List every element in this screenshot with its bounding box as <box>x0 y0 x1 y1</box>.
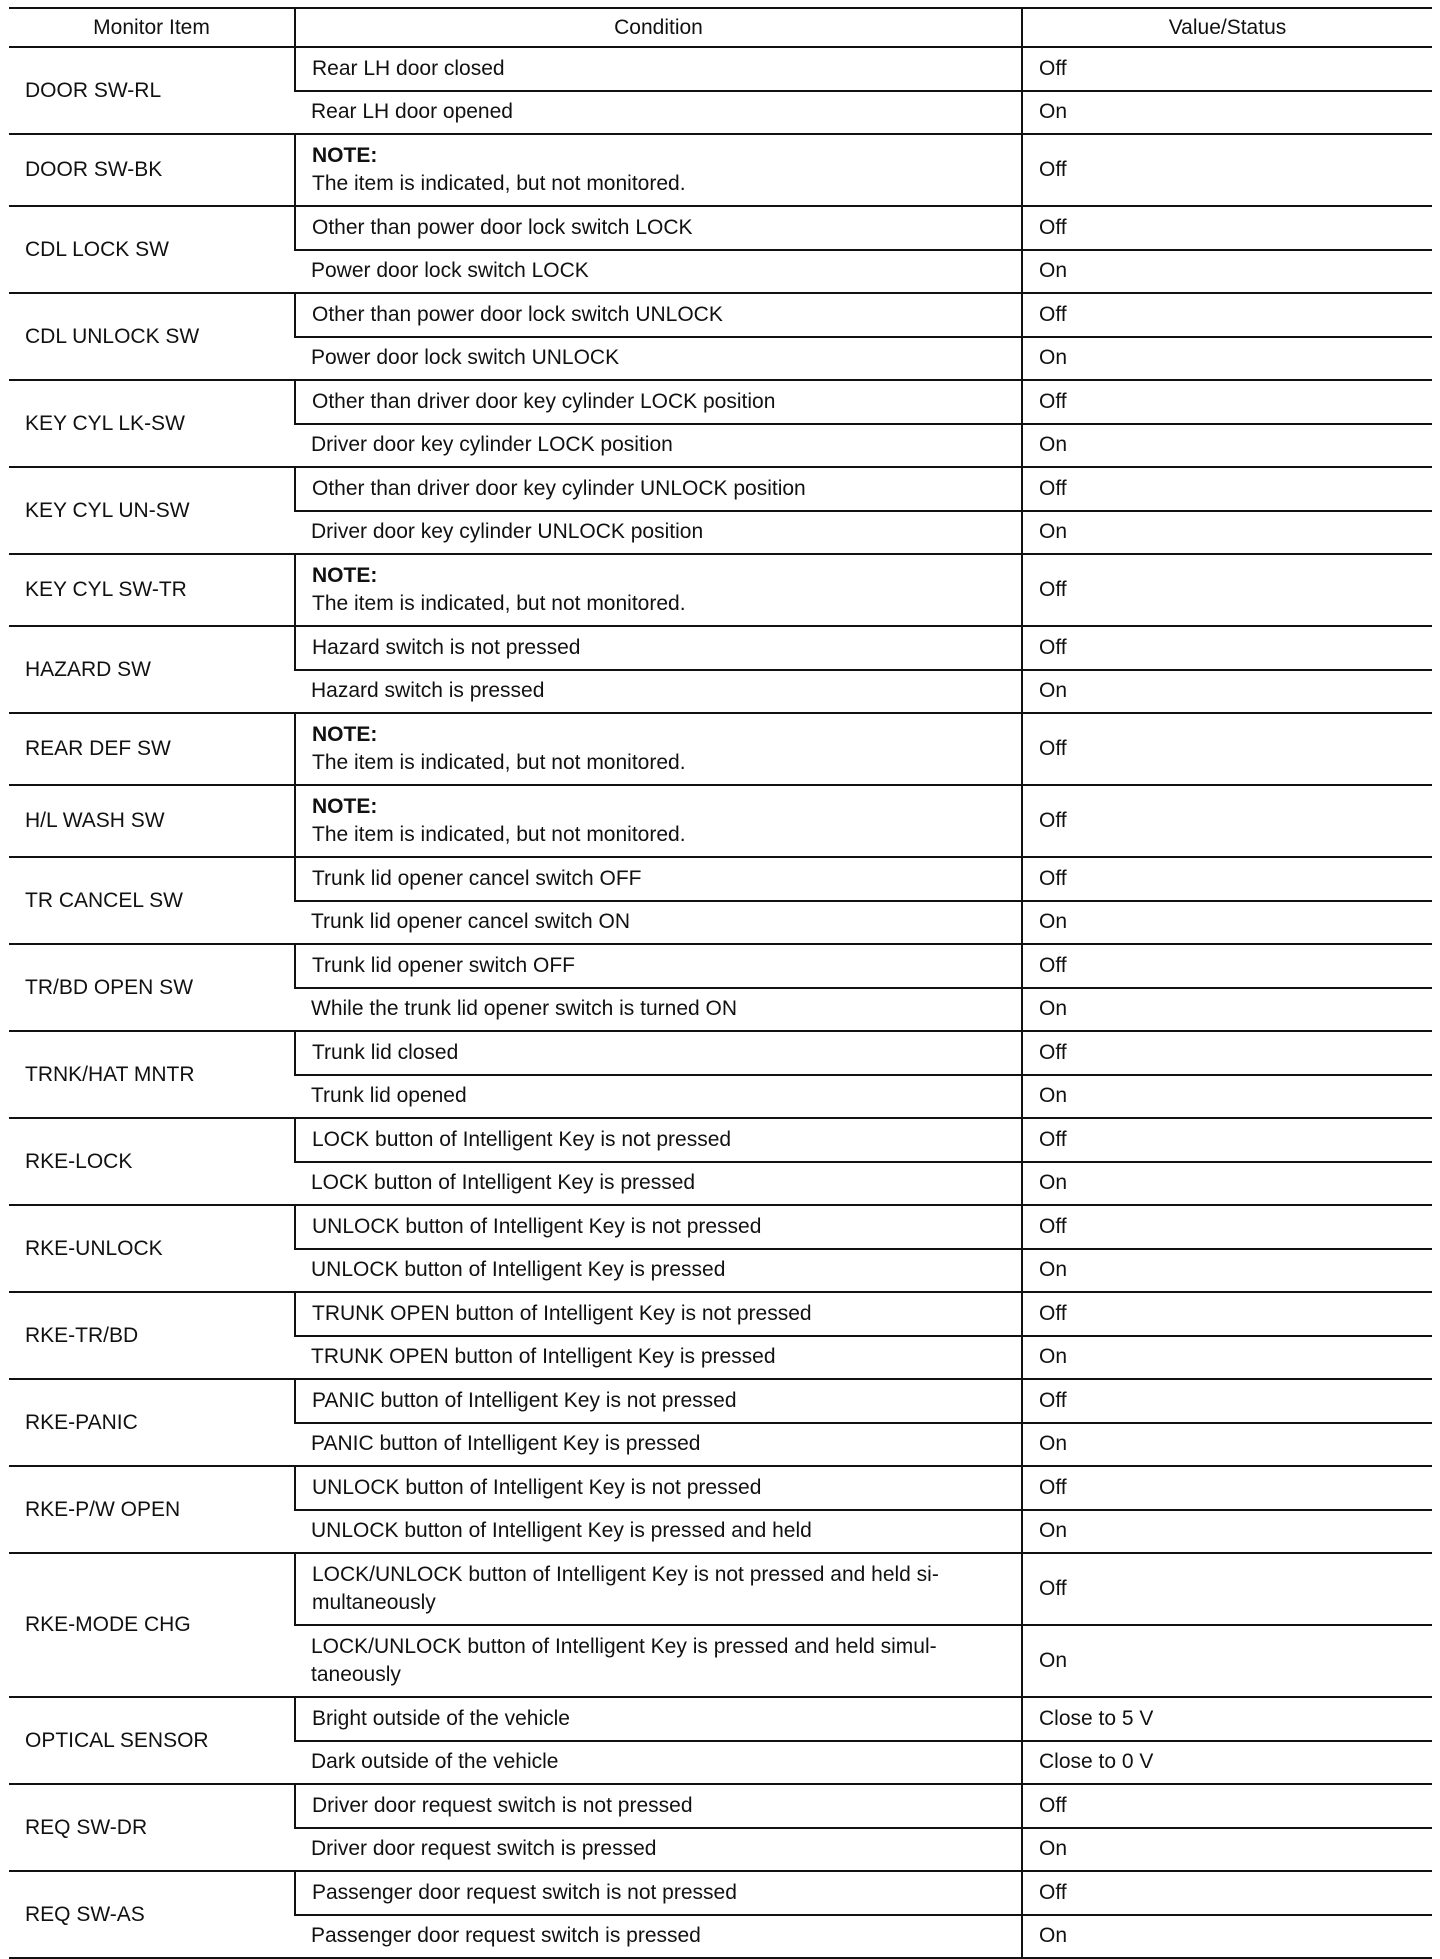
condition-text: Power door lock switch LOCK <box>295 250 1022 294</box>
value-status: On <box>1022 988 1432 1032</box>
monitor-item-name: RKE-LOCK <box>9 1118 295 1205</box>
condition-note-cell <box>295 713 1022 785</box>
value-status: On <box>1022 1915 1432 1959</box>
condition-note-cell <box>295 785 1022 857</box>
value-status: Off <box>1022 293 1432 337</box>
value-status: Off <box>1022 944 1432 988</box>
value-status: Close to 0 V <box>1022 1741 1432 1785</box>
condition-text: LOCK button of Intelligent Key is not pressed <box>295 1118 1022 1162</box>
note-text: The item is indicated, but not monitored. <box>312 592 686 615</box>
table-row <box>9 785 1432 857</box>
note-title: NOTE: <box>312 723 378 746</box>
header-value-status: Value/Status <box>1022 8 1432 47</box>
condition-text: Rear LH door opened <box>295 91 1022 135</box>
condition-text: PANIC button of Intelligent Key is pressed <box>295 1423 1022 1467</box>
value-status: Off <box>1022 1871 1432 1915</box>
value-status: Off <box>1022 1118 1432 1162</box>
value-status: Off <box>1022 47 1432 91</box>
condition-text: Driver door key cylinder UNLOCK position <box>295 511 1022 555</box>
value-status: Off <box>1022 626 1432 670</box>
value-status: Off <box>1022 380 1432 424</box>
table-row <box>9 467 1432 511</box>
monitor-item-name: CDL LOCK SW <box>9 206 295 293</box>
value-status: Off <box>1022 1031 1432 1075</box>
value-status: Off <box>1022 785 1432 857</box>
condition-text: Driver door request switch is pressed <box>295 1828 1022 1872</box>
condition-text: Power door lock switch UNLOCK <box>295 337 1022 381</box>
value-status: On <box>1022 670 1432 714</box>
monitor-item-name: TRNK/HAT MNTR <box>9 1031 295 1118</box>
value-status: On <box>1022 1510 1432 1554</box>
condition-text: PANIC button of Intelligent Key is not pressed <box>295 1379 1022 1423</box>
condition-text: Hazard switch is not pressed <box>295 626 1022 670</box>
table-body <box>9 47 1432 1958</box>
monitor-item-name: H/L WASH SW <box>9 785 295 857</box>
monitor-item-name: DOOR SW-RL <box>9 47 295 134</box>
condition-text: Dark outside of the vehicle <box>295 1741 1022 1785</box>
condition-text: Trunk lid opened <box>295 1075 1022 1119</box>
condition-text: UNLOCK button of Intelligent Key is pressed <box>295 1249 1022 1293</box>
value-status: Off <box>1022 1379 1432 1423</box>
value-status: Off <box>1022 1205 1432 1249</box>
table-row <box>9 1871 1432 1915</box>
table-row <box>9 1379 1432 1423</box>
value-status: Off <box>1022 857 1432 901</box>
value-status: Off <box>1022 467 1432 511</box>
value-status: Off <box>1022 1784 1432 1828</box>
monitor-item-name: OPTICAL SENSOR <box>9 1697 295 1784</box>
note-title: NOTE: <box>312 564 378 587</box>
note-text: The item is indicated, but not monitored. <box>312 751 686 774</box>
monitor-item-name: REAR DEF SW <box>9 713 295 785</box>
monitor-item-name: KEY CYL SW-TR <box>9 554 295 626</box>
value-status: On <box>1022 1336 1432 1380</box>
condition-text: UNLOCK button of Intelligent Key is not pressed <box>295 1205 1022 1249</box>
value-status: On <box>1022 1162 1432 1206</box>
condition-text: TRUNK OPEN button of Intelligent Key is not pressed <box>295 1292 1022 1336</box>
value-status: On <box>1022 1249 1432 1293</box>
condition-text: Other than driver door key cylinder LOCK position <box>295 380 1022 424</box>
value-status: Off <box>1022 134 1432 206</box>
table-row <box>9 1292 1432 1336</box>
condition-text: UNLOCK button of Intelligent Key is not pressed <box>295 1466 1022 1510</box>
monitor-item-name: RKE-MODE CHG <box>9 1553 295 1697</box>
header-monitor-item: Monitor Item <box>9 8 295 47</box>
condition-text: Trunk lid opener cancel switch ON <box>295 901 1022 945</box>
table-row <box>9 1118 1432 1162</box>
condition-text: Passenger door request switch is not pressed <box>295 1871 1022 1915</box>
note-text: The item is indicated, but not monitored. <box>312 823 686 846</box>
condition-text: Hazard switch is pressed <box>295 670 1022 714</box>
monitor-item-name: KEY CYL UN-SW <box>9 467 295 554</box>
value-status: On <box>1022 1625 1432 1697</box>
monitor-item-name: RKE-P/W OPEN <box>9 1466 295 1553</box>
value-status: On <box>1022 250 1432 294</box>
value-status: Off <box>1022 1292 1432 1336</box>
header-condition: Condition <box>295 8 1022 47</box>
condition-text: Bright outside of the vehicle <box>295 1697 1022 1741</box>
value-status: Off <box>1022 1466 1432 1510</box>
note-title: NOTE: <box>312 795 378 818</box>
condition-text: Other than power door lock switch LOCK <box>295 206 1022 250</box>
value-status: Off <box>1022 713 1432 785</box>
value-status: On <box>1022 901 1432 945</box>
value-status: On <box>1022 91 1432 135</box>
table-row <box>9 857 1432 901</box>
condition-text: UNLOCK button of Intelligent Key is pressed and held <box>295 1510 1022 1554</box>
table-row <box>9 713 1432 785</box>
monitor-item-name: KEY CYL LK-SW <box>9 380 295 467</box>
value-status: On <box>1022 1423 1432 1467</box>
monitor-item-name: TR/BD OPEN SW <box>9 944 295 1031</box>
monitor-item-table <box>9 7 1432 1959</box>
condition-text: Other than driver door key cylinder UNLOCK position <box>295 467 1022 511</box>
condition-text: LOCK button of Intelligent Key is pressed <box>295 1162 1022 1206</box>
table-row <box>9 380 1432 424</box>
condition-text: Trunk lid closed <box>295 1031 1022 1075</box>
condition-text: Trunk lid opener switch OFF <box>295 944 1022 988</box>
monitor-item-name: RKE-TR/BD <box>9 1292 295 1379</box>
table-row <box>9 134 1432 206</box>
table-row <box>9 944 1432 988</box>
monitor-item-name: DOOR SW-BK <box>9 134 295 206</box>
condition-note-cell <box>295 554 1022 626</box>
monitor-item-name: REQ SW-DR <box>9 1784 295 1871</box>
condition-text: TRUNK OPEN button of Intelligent Key is pressed <box>295 1336 1022 1380</box>
table-row <box>9 1205 1432 1249</box>
value-status: On <box>1022 1075 1432 1119</box>
monitor-item-name: RKE-UNLOCK <box>9 1205 295 1292</box>
table-row <box>9 554 1432 626</box>
value-status: Close to 5 V <box>1022 1697 1432 1741</box>
table-row <box>9 47 1432 91</box>
value-status: Off <box>1022 554 1432 626</box>
value-status: On <box>1022 424 1432 468</box>
monitor-item-name: REQ SW-AS <box>9 1871 295 1958</box>
note-title: NOTE: <box>312 144 378 167</box>
condition-text: LOCK/UNLOCK button of Intelligent Key is not pressed and held si-multaneously <box>295 1553 1022 1625</box>
condition-text: Trunk lid opener cancel switch OFF <box>295 857 1022 901</box>
table-row <box>9 1031 1432 1075</box>
value-status: Off <box>1022 1553 1432 1625</box>
monitor-table-page <box>9 7 1432 1959</box>
condition-text: Driver door key cylinder LOCK position <box>295 424 1022 468</box>
table-row <box>9 206 1432 250</box>
value-status: Off <box>1022 206 1432 250</box>
condition-text: While the trunk lid opener switch is turned ON <box>295 988 1022 1032</box>
condition-text: Passenger door request switch is pressed <box>295 1915 1022 1959</box>
table-row <box>9 1784 1432 1828</box>
table-row <box>9 293 1432 337</box>
table-row <box>9 626 1432 670</box>
monitor-item-name: RKE-PANIC <box>9 1379 295 1466</box>
condition-text: LOCK/UNLOCK button of Intelligent Key is pressed and held simul-taneously <box>295 1625 1022 1697</box>
note-text: The item is indicated, but not monitored. <box>312 172 686 195</box>
table-row <box>9 1553 1432 1625</box>
monitor-item-name: CDL UNLOCK SW <box>9 293 295 380</box>
monitor-item-name: TR CANCEL SW <box>9 857 295 944</box>
condition-text: Rear LH door closed <box>295 47 1022 91</box>
table-header-row <box>9 8 1432 47</box>
value-status: On <box>1022 511 1432 555</box>
value-status: On <box>1022 1828 1432 1872</box>
monitor-item-name: HAZARD SW <box>9 626 295 713</box>
condition-note-cell <box>295 134 1022 206</box>
table-row <box>9 1697 1432 1741</box>
value-status: On <box>1022 337 1432 381</box>
condition-text: Other than power door lock switch UNLOCK <box>295 293 1022 337</box>
table-row <box>9 1466 1432 1510</box>
condition-text: Driver door request switch is not pressed <box>295 1784 1022 1828</box>
